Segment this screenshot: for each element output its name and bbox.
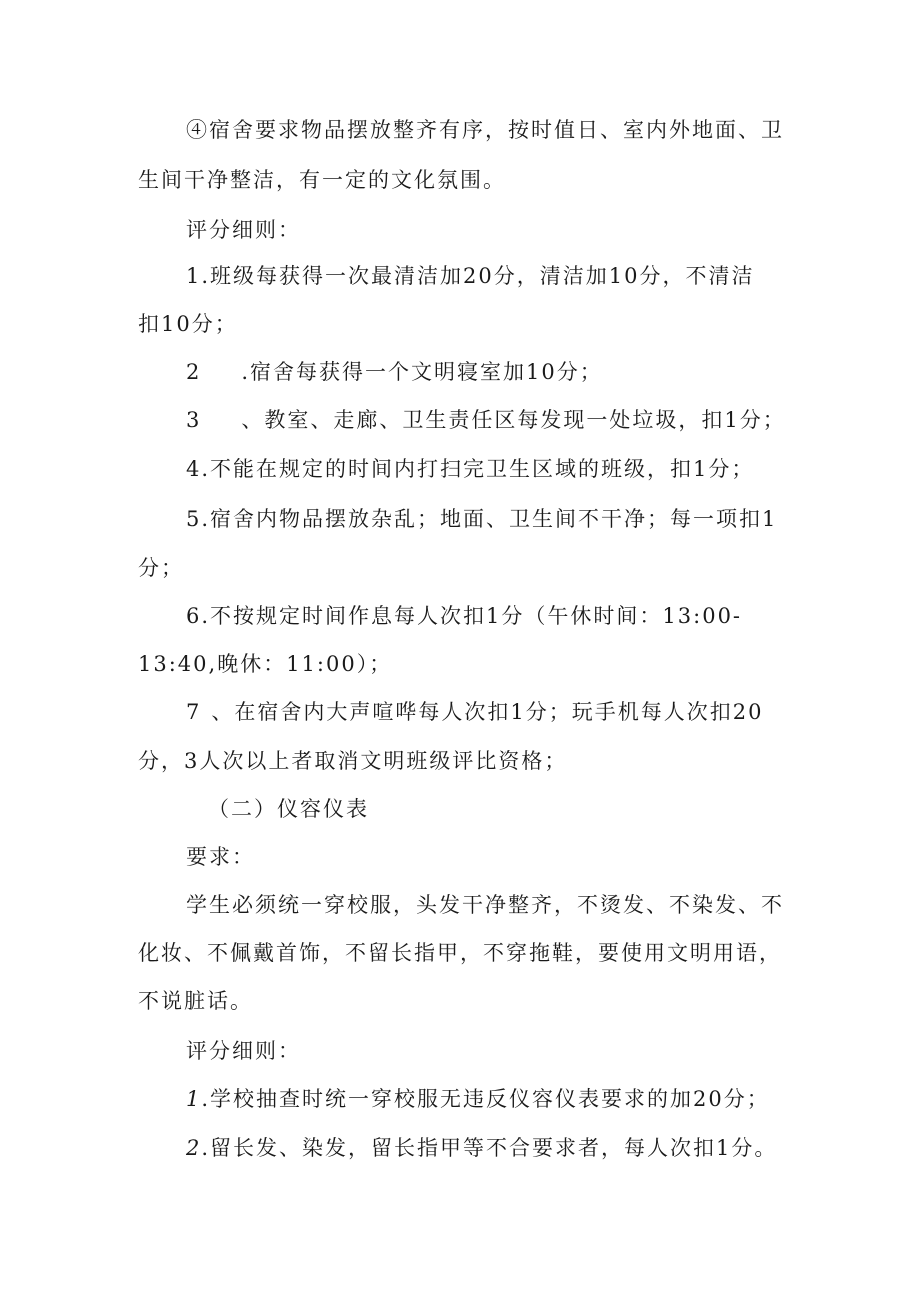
rule-number: 1 (186, 264, 202, 288)
rule-1-1 (186, 264, 755, 288)
rule-text: .不按规定时间作息每人次扣1分（午休时间：13:00- (201, 604, 743, 628)
scoring-heading-2: 评分细则： (186, 1039, 301, 1063)
rule-text: .宿舍内物品摆放杂乱；地面、卫生间不干净；每一项扣1 (201, 507, 778, 531)
rule-1-2 (186, 360, 603, 384)
rule-1-7 (186, 700, 763, 724)
rule-2-2 (186, 1136, 777, 1160)
rule-1-3 (186, 408, 786, 432)
rule-1-7-continued: 分，3人次以上者取消文明班级评比资格； (138, 749, 568, 773)
requirement-body-line-1: 学生必须统一穿校服，头发干净整齐，不烫发、不染发、不 (186, 893, 784, 917)
rule-1-6 (186, 604, 742, 628)
rule-1-4 (186, 457, 754, 481)
rule-number: 5 (186, 507, 202, 531)
rule-number: 3 (186, 408, 202, 432)
rule-2-1 (186, 1087, 770, 1111)
rule-text: .班级每获得一次最清洁加20分，清洁加10分，不清洁 (201, 264, 755, 288)
rule-text: .学校抽查时统一穿校服无违反仪容仪表要求的加20分； (201, 1087, 770, 1111)
dorm-requirement-line-1: ④宿舍要求物品摆放整齐有序，按时值日、室内外地面、卫 (186, 118, 784, 142)
rule-number: 6 (186, 604, 202, 628)
scoring-heading-1: 评分细则： (186, 218, 301, 242)
dorm-requirement-line-2: 生间干净整洁，有一定的文化氛围。 (138, 168, 506, 192)
rule-number: 2 (186, 360, 202, 384)
rule-text: 、在宿舍内大声喧哗每人次扣1分；玩手机每人次扣20 (211, 700, 764, 724)
rule-number: 7 (186, 700, 202, 724)
rule-1-5-continued: 分； (138, 556, 184, 580)
rule-1-6-continued: 13:40,晚休：11:00）； (138, 652, 393, 676)
requirement-body-line-2: 化妆、不佩戴首饰，不留长指甲，不穿拖鞋，要使用文明用语， (138, 941, 782, 965)
subsection-title: （二）仪容仪表 (208, 797, 369, 821)
rule-text: 、教室、走廊、卫生责任区每发现一处垃圾，扣1分； (241, 408, 786, 432)
rule-text: .宿舍每获得一个文明寝室加10分； (241, 360, 603, 384)
rule-1-1-continued: 扣10分； (138, 312, 238, 336)
rule-1-5 (186, 507, 777, 531)
rule-number: 1 (186, 1087, 202, 1111)
requirement-body-line-3: 不说脏话。 (138, 989, 253, 1013)
requirement-heading: 要求： (186, 845, 255, 869)
rule-number: 4 (186, 457, 202, 481)
rule-text: .留长发、染发，留长指甲等不合要求者，每人次扣1分。 (201, 1136, 778, 1160)
rule-text: .不能在规定的时间内打扫完卫生区域的班级，扣1分； (201, 457, 755, 481)
rule-number: 2 (186, 1136, 202, 1160)
